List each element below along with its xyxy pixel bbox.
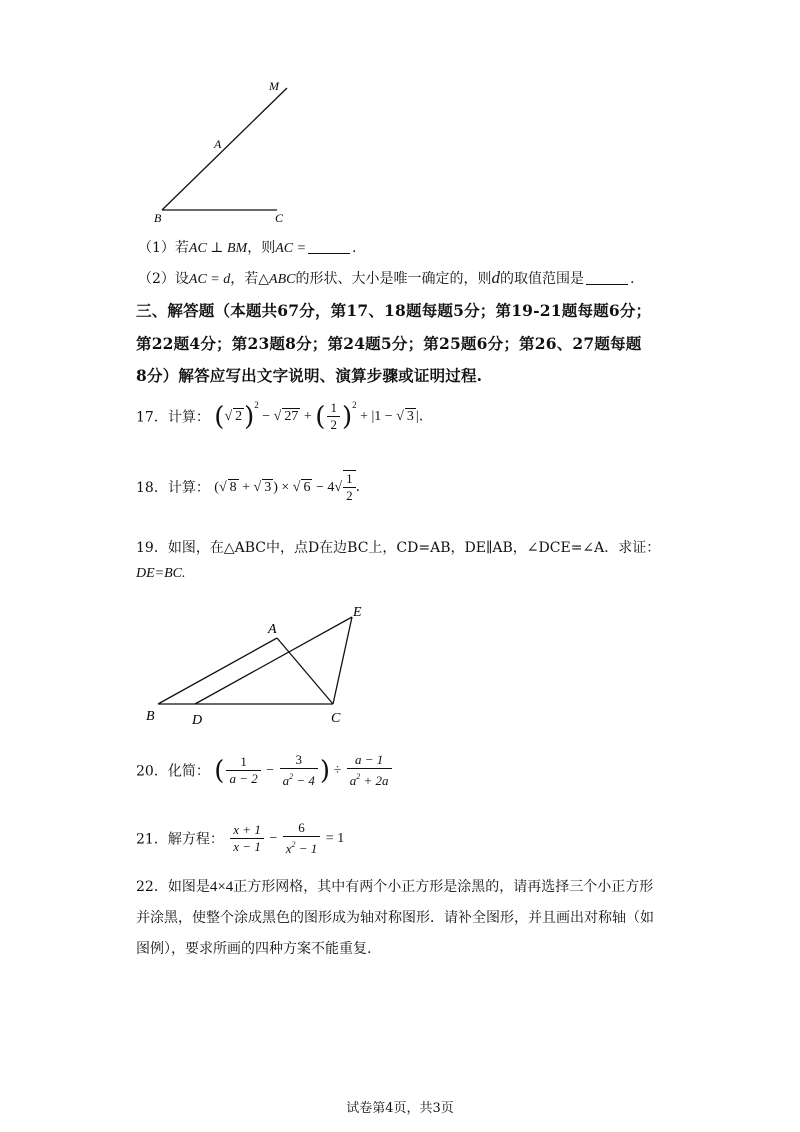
label-c: C [331,711,341,726]
formula-20: ( $\frac{1}{a - 2}$ − $\frac{3}{a^2 - 4}$ ) ÷ $\frac{a - 1}{a^2 + 2a}$ [214,763,393,778]
label-b: B [154,211,162,225]
segment-ce [333,617,352,704]
question-21: 21．解方程： $\frac{x + 1}{x - 1}$ − $\frac{6}{x^2 - 1}$ = 1 [136,820,345,856]
figure-triangle-abc [140,600,380,730]
label-b: B [146,709,155,724]
figure-angle-mbc [140,70,310,230]
question-22-line2: 并涂黑，使整个涂成黑色的图形成为轴对称图形．请补全图形，并且画出对称轴（如 [136,910,654,926]
page-footer: 试卷第4页，共3页 [346,1101,454,1116]
question-19-line2: DE=BC. [136,566,186,581]
section-heading-line2: 第22题4分；第23题8分；第24题5分；第25题6分；第26、27题每题 [136,334,642,353]
answer-blank[interactable] [586,270,628,285]
question-20: 20．化简： ( $\frac{1}{a - 2}$ − $\frac{3}{a^2 - 4}$ ) ÷ $\frac{a - 1}{a^2 + 2a}$ [136,752,394,798]
label-c: C [275,211,284,225]
label-a: A [268,622,277,637]
formula-21: $\frac{x + 1}{x - 1}$ − $\frac{6}{x^2 - 1}$ = 1 [228,831,344,846]
label-e: E [353,605,362,620]
sub-question-1: （1）若AC ⊥ BM，则AC = . [138,240,357,256]
question-22-line1: 22．如图是4×4正方形网格，其中有两个小正方形是涂黑的，请再选择三个小正方形 [136,879,654,895]
label-d: D [192,713,203,728]
question-17: 17．计算： (√ 2)$^2$ − √ 27 + ( $\frac{1}{2}$ )$^2$ + |1 − √ 3 |. [136,400,424,433]
formula-17: (√ 2)$^2$ − √ 27 + ( $\frac{1}{2}$ )$^2$ + |1 − √ 3 | [214,400,419,433]
question-22-line3: 图例），要求所画的四种方案不能重复. [136,941,372,957]
label-a: A [214,137,222,151]
question-19-line1: 19．如图，在△ABC中，点D在边BC上，CD=AB，DE∥AB，∠DCE=∠A．求证： [136,540,661,556]
section-heading-line1: 三、解答题（本题共67分，第17、18题每题5分；第19-21题每题6分； [136,301,652,320]
section-heading-line3: 8分）解答应写出文字说明、演算步骤或证明过程. [136,366,483,385]
answer-blank[interactable] [308,239,350,254]
formula-18: (√ 8 + √ 3 ) × √ 6 − 4√ $\frac{1}{2}$ [214,480,355,495]
segment-ac [277,638,333,704]
question-18: 18．计算： (√ 8 + √ 3 ) × √ 6 − 4√ $\frac{1}{2}$ . [136,471,361,503]
ray-bm [162,88,287,210]
segment-ab [158,638,277,704]
label-m: M [269,79,279,93]
sub-question-2: （2）设AC = d，若△ABC的形状、大小是唯一确定的，则d的取值范围是 . [138,268,635,287]
